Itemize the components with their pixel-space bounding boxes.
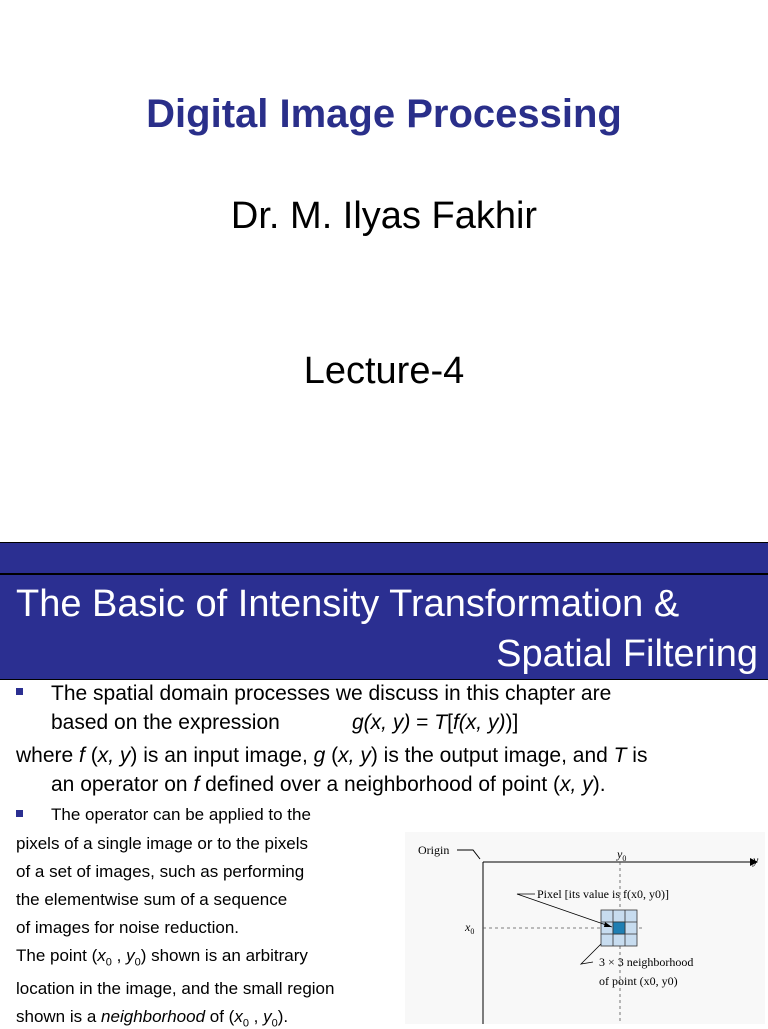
y0-label: $y_0$ <box>617 847 627 863</box>
where-line-1: where f (x, y) is an input image, g (x, y) is the output image, and T is <box>16 744 648 767</box>
bullet-marker <box>16 810 23 817</box>
neighborhood-grid <box>601 910 637 946</box>
pixel-label: Pixel [its value is f(x0, y0)] <box>537 887 669 901</box>
lecture-number: Lecture-4 <box>303 350 465 392</box>
bullet-2-line-5: of images for noise reduction. <box>16 918 240 937</box>
neighborhood-diagram <box>405 832 765 1024</box>
origin-label: Origin <box>418 843 450 857</box>
bullet-2-line-3: of a set of images, such as performing <box>16 862 305 881</box>
bullet-marker <box>16 688 23 695</box>
slide-title: Digital Image Processing <box>146 92 622 136</box>
y-axis-label: y <box>753 853 759 867</box>
transform-expression: g(x, y) = T[f(x, y))] <box>352 711 519 734</box>
neighborhood-label-line-2: of point (x0, y0) <box>599 974 678 988</box>
bullet-1-line-1: The spatial domain processes we discuss in this chapter are <box>51 682 612 705</box>
location-line: location in the image, and the small region <box>16 979 335 998</box>
header-bar <box>0 542 768 574</box>
last-line: shown is a neighborhood of ($x_0$ , $y_0$). <box>16 1007 289 1029</box>
bullet-2-line-2: pixels of a single image or to the pixels <box>16 834 308 853</box>
neighborhood-label-line-1: 3 × 3 neighborhood <box>599 955 694 969</box>
where-line-2: an operator on f defined over a neighborhood of point (x, y). <box>51 773 606 796</box>
banner-title-line-2: Spatial Filtering <box>496 633 758 675</box>
author-name: Dr. M. Ilyas Fakhir <box>230 195 538 237</box>
banner-title-line-1: The Basic of Intensity Transformation & <box>16 583 680 625</box>
bullet-2-line-1: The operator can be applied to the <box>51 805 311 824</box>
bullet-1-line-2: based on the expression <box>51 711 280 734</box>
x0-label: $x_0$ <box>465 920 475 936</box>
bullet-2-line-4: the elementwise sum of a sequence <box>16 890 288 909</box>
point-line: The point ($x_0$ , $y_0$) shown is an arbitrary <box>16 946 308 969</box>
title-banner <box>0 574 768 680</box>
center-pixel <box>613 922 625 934</box>
